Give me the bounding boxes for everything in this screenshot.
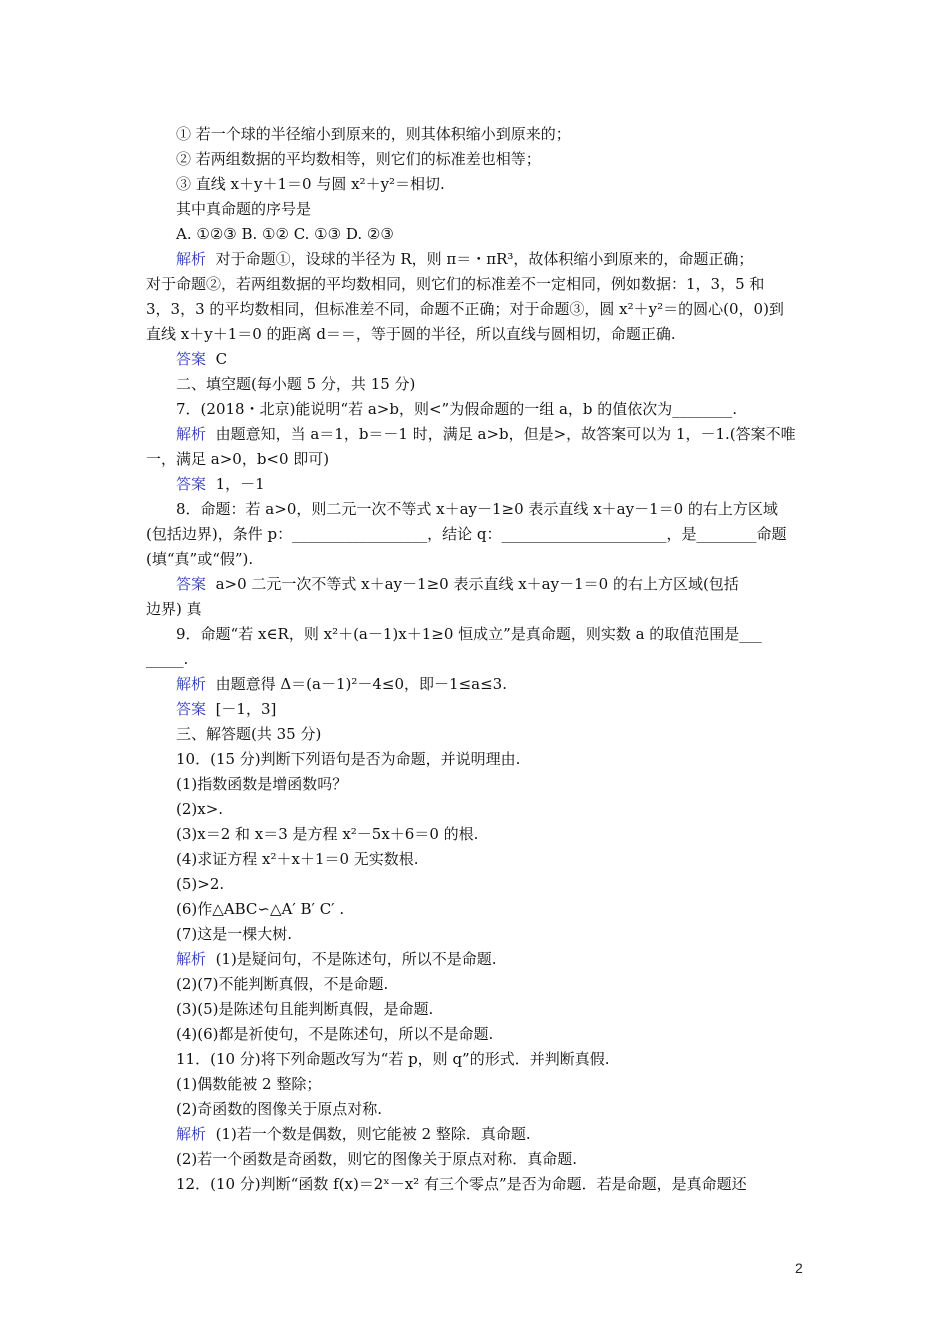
line-10: 答案 C [176, 350, 228, 368]
page-number: 2 [795, 1260, 803, 1276]
line-32: (6)作△ABC∽△A′ B′ C′ . [176, 900, 345, 918]
line-12: 7．(2018・北京)能说明“若 a>b，则<”为假命题的一组 a，b 的值依次为________. [176, 400, 738, 418]
line-42: (2)若一个函数是奇函数，则它的图像关于原点对称．真命题. [176, 1150, 578, 1168]
line-28: (2)x>. [176, 800, 224, 818]
line-15: 答案 1，－1 [176, 475, 265, 493]
line-11: 二、填空题(每小题 5 分，共 15 分) [176, 375, 416, 393]
label-jiexi: 解析 [176, 1125, 207, 1143]
line-21: 9．命题“若 x∈R，则 x²＋(a－1)x＋1≥0 恒成立”是真命题，则实数 a 的取值范围是___ [176, 625, 762, 643]
line-30: (4)求证方程 x²＋x＋1＝0 无实数根. [176, 850, 419, 868]
line-34: 解析 (1)是疑问句，不是陈述句，所以不是命题. [176, 950, 497, 968]
line-18: (填“真”或“假”). [146, 550, 254, 568]
line-4: 其中真命题的序号是 [176, 200, 312, 218]
line-33: (7)这是一棵大树. [176, 925, 293, 943]
line-39: (1)偶数能被 2 整除； [176, 1075, 322, 1093]
line-31: (5)>2. [176, 875, 225, 893]
line-22: _____. [146, 650, 189, 668]
line-24: 答案 [－1，3] [176, 700, 277, 718]
line-9: 直线 x＋y＋1＝0 的距离 d＝＝，等于圆的半径，所以直线与圆相切，命题正确. [146, 325, 676, 343]
label-jiexi: 解析 [176, 250, 207, 268]
line-2: ② 若两组数据的平均数相等，则它们的标准差也相等； [176, 150, 541, 168]
label-daan: 答案 [176, 350, 207, 368]
line-37: (4)(6)都是祈使句，不是陈述句，所以不是命题. [176, 1025, 494, 1043]
line-35: (2)(7)不能判断真假，不是命题. [176, 975, 389, 993]
line-1: ① 若一个球的半径缩小到原来的，则其体积缩小到原来的； [176, 125, 571, 143]
line-43: 12．(10 分)判断“函数 f(x)＝2ˣ－x² 有三个零点”是否为命题．若是命题，是真命题还 [176, 1175, 747, 1193]
line-27: (1)指数函数是增函数吗？ [176, 775, 348, 793]
line-6: 解析 对于命题①，设球的半径为 R，则 π＝・πR³，故体积缩小到原来的，命题正确； [176, 250, 754, 268]
line-40: (2)奇函数的图像关于原点对称. [176, 1100, 383, 1118]
line-8: 3，3，3 的平均数相同，但标准差不同，命题不正确；对于命题③，圆 x²＋y²＝的圆心(0，0)到 [146, 300, 784, 318]
line-26: 10．(15 分)判断下列语句是否为命题，并说明理由. [176, 750, 521, 768]
line-17: (包括边界)，条件 p：__________________，结论 q：______________________，是________命题 [146, 525, 787, 543]
line-36: (3)(5)是陈述句且能判断真假，是命题. [176, 1000, 434, 1018]
line-29: (3)x＝2 和 x＝3 是方程 x²－5x＋6＝0 的根. [176, 825, 479, 843]
label-jiexi: 解析 [176, 950, 207, 968]
label-daan: 答案 [176, 575, 207, 593]
label-jiexi: 解析 [176, 675, 207, 693]
line-25: 三、解答题(共 35 分) [176, 725, 322, 743]
line-38: 11．(10 分)将下列命题改写为“若 p，则 q”的形式．并判断真假. [176, 1050, 610, 1068]
line-13: 解析 由题意知，当 a＝1，b＝－1 时，满足 a>b，但是>，故答案可以为 1，－1.(答案不唯 [176, 425, 796, 443]
line-20: 边界) 真 [146, 600, 202, 618]
line-7: 对于命题②，若两组数据的平均数相同，则它们的标准差不一定相同，例如数据：1，3，5 和 [146, 275, 765, 293]
label-daan: 答案 [176, 475, 207, 493]
line-5: A. ①②③ B. ①② C. ①③ D. ②③ [176, 225, 394, 243]
line-23: 解析 由题意得 Δ＝(a－1)²－4≤0，即－1≤a≤3. [176, 675, 507, 693]
line-41: 解析 (1)若一个数是偶数，则它能被 2 整除．真命题. [176, 1125, 531, 1143]
label-jiexi: 解析 [176, 425, 207, 443]
line-19: 答案 a>0 二元一次不等式 x＋ay－1≥0 表示直线 x＋ay－1＝0 的右上方区域(包括 [176, 575, 739, 593]
line-14: 一，满足 a>0，b<0 即可) [146, 450, 330, 468]
line-16: 8．命题：若 a>0，则二元一次不等式 x＋ay－1≥0 表示直线 x＋ay－1＝0 的右上方区域 [176, 500, 778, 518]
label-daan: 答案 [176, 700, 207, 718]
line-3: ③ 直线 x＋y＋1＝0 与圆 x²＋y²＝相切. [176, 175, 445, 193]
